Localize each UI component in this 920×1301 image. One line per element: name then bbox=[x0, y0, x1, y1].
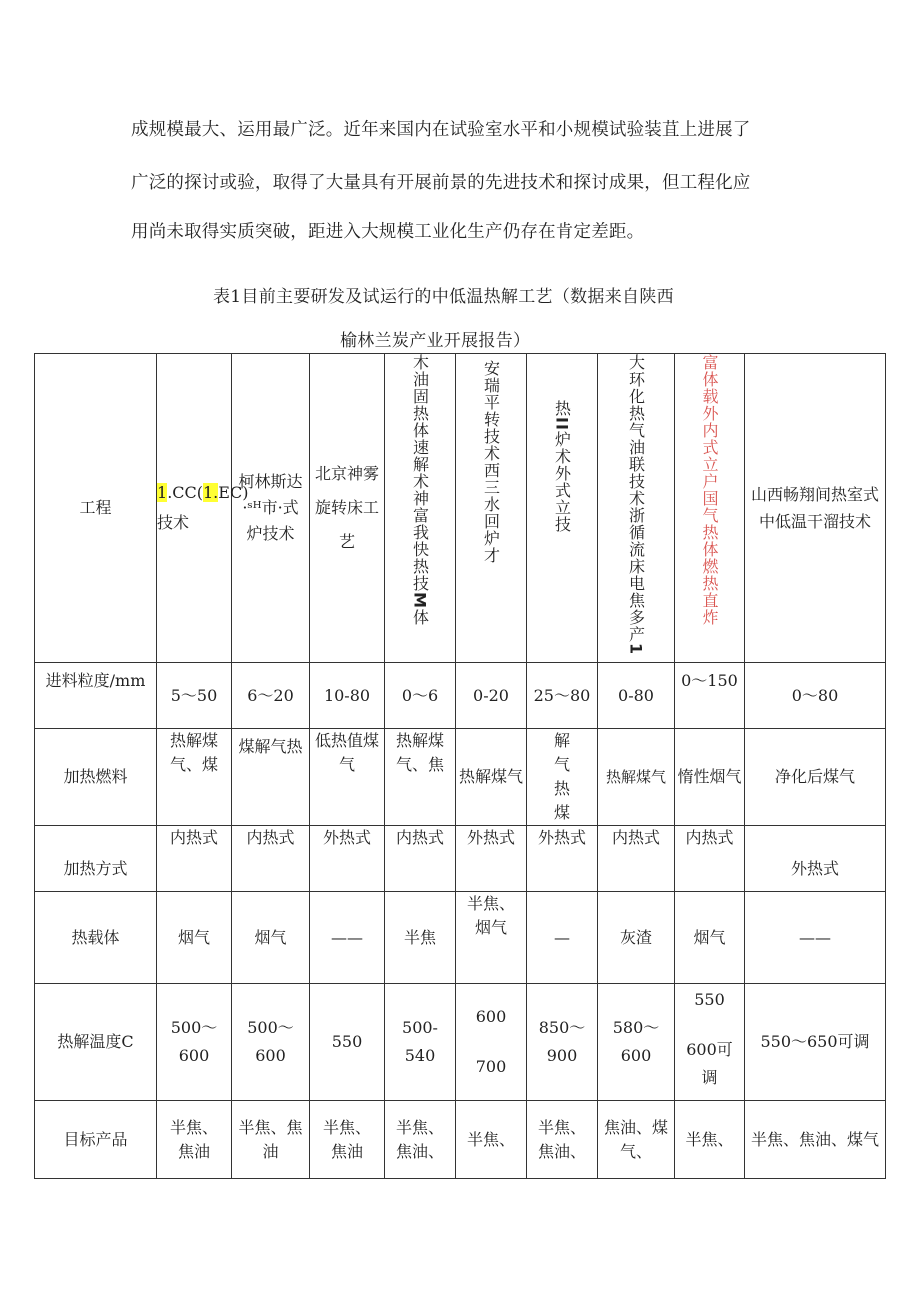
cell-value: 6～20 bbox=[232, 663, 310, 729]
header-c5-cell: 安瑞平转技术西三水回炉才 bbox=[456, 354, 527, 663]
cell-value: 灰渣 bbox=[598, 892, 675, 984]
cell-value: 500-540 bbox=[385, 984, 456, 1101]
temp-value-lower: 600可调 bbox=[686, 1040, 733, 1088]
cell-value: 烟气 bbox=[232, 892, 310, 984]
cell-value: 净化后煤气 bbox=[745, 729, 886, 826]
cell-value: 500～600 bbox=[157, 984, 232, 1101]
cell-value: 外热式 bbox=[527, 826, 598, 892]
cell-value: 烟气 bbox=[675, 892, 745, 984]
cell-value: 惰性烟气 bbox=[675, 729, 745, 826]
cell-value: 500～600 bbox=[232, 984, 310, 1101]
cell-value: 热解煤气、煤 bbox=[157, 729, 232, 826]
header-c2-cell: 柯林斯达 ·ˢᴴ市·式 炉技术 bbox=[232, 354, 310, 663]
temp-value-upper: 550 bbox=[694, 990, 725, 1010]
cell-value: 0～6 bbox=[385, 663, 456, 729]
cell-value: 半焦、焦油 bbox=[157, 1101, 232, 1179]
cell-value: 内热式 bbox=[157, 826, 232, 892]
temp-value-upper: 600 bbox=[475, 1007, 507, 1027]
cell-value bbox=[675, 984, 745, 1101]
row-label-heating-fuel: 加热燃料 bbox=[35, 729, 157, 826]
table-caption-line-1: 表1目前主要研发及试运行的中低温热解工艺（数据来自陕西 bbox=[213, 287, 674, 307]
pyrolysis-process-table bbox=[34, 353, 886, 1179]
cell-value: —— bbox=[310, 892, 385, 984]
cell-value: 热解煤气 bbox=[456, 729, 527, 826]
cell-value: 内热式 bbox=[598, 826, 675, 892]
cell-value: 外热式 bbox=[310, 826, 385, 892]
row-label-pyrolysis-temp: 热解温度C bbox=[35, 984, 157, 1101]
cell-value: 热解煤气 bbox=[598, 729, 675, 826]
cell-value: 半焦、焦油 bbox=[310, 1101, 385, 1179]
cell-value bbox=[456, 984, 527, 1101]
row-label-heat-carrier: 热载体 bbox=[35, 892, 157, 984]
table-row bbox=[35, 984, 886, 1101]
cell-value: 内热式 bbox=[385, 826, 456, 892]
cell-value: 内热式 bbox=[675, 826, 745, 892]
cell-value: 550～650可调 bbox=[745, 984, 886, 1101]
table-header-row bbox=[35, 354, 886, 663]
cell-value: 半焦、焦油、煤气 bbox=[745, 1101, 886, 1179]
header-beijing-cell: 北京神雾 旋转床工艺 bbox=[310, 354, 385, 663]
cell-value: 半焦、烟气 bbox=[456, 892, 527, 984]
header-c6-cell: 热II炉术外式立技 bbox=[527, 354, 598, 663]
cell-value: 低热值煤气 bbox=[310, 729, 385, 826]
body-text-line-3: 用尚未取得实质突破，距进入大规模工业化生产仍存在肯定差距。 bbox=[131, 222, 645, 242]
cell-value: 内热式 bbox=[232, 826, 310, 892]
header-c4-cell: 木油固热体速解术神富我快热技M体 bbox=[385, 354, 456, 663]
cell-value: — bbox=[527, 892, 598, 984]
cell-value: 10-80 bbox=[310, 663, 385, 729]
body-text-line-2: 广泛的探讨或验，取得了大量具有开展前景的先进技术和探讨成果，但工程化应 bbox=[131, 173, 751, 193]
table-row bbox=[35, 826, 886, 892]
cell-value: 半焦、焦油、 bbox=[527, 1101, 598, 1179]
cell-value: 解气热煤 bbox=[527, 729, 598, 826]
table-row bbox=[35, 892, 886, 984]
table-row bbox=[35, 1101, 886, 1179]
header-label-cell: 工程 bbox=[35, 354, 157, 663]
cell-value: 0～150 bbox=[675, 663, 745, 729]
row-label-heating-method: 加热方式 bbox=[35, 826, 157, 892]
cell-value: 热解煤气、焦 bbox=[385, 729, 456, 826]
cell-value: 外热式 bbox=[456, 826, 527, 892]
cell-value: 0～80 bbox=[745, 663, 886, 729]
header-c7-cell: 大环化热气油联技术浙循流床电焦多产1 bbox=[598, 354, 675, 663]
header-c9-cell: 山西畅翔间热室式中低温干溜技术 bbox=[745, 354, 886, 663]
cell-value: 外热式 bbox=[745, 826, 886, 892]
table-caption-line-2: 榆林兰炭产业开展报告） bbox=[340, 331, 531, 351]
cell-value: 半焦、 bbox=[456, 1101, 527, 1179]
cell-value: 焦油、煤气、 bbox=[598, 1101, 675, 1179]
cell-value: 25～80 bbox=[527, 663, 598, 729]
row-label-feed-size: 进料粒度/mm bbox=[35, 663, 157, 729]
row-label-target-products: 目标产品 bbox=[35, 1101, 157, 1179]
header-c8-cell: 富体载外内式立户国气热体燃热直炸 bbox=[675, 354, 745, 663]
cell-value: 0-80 bbox=[598, 663, 675, 729]
cell-value: 煤解气热 bbox=[232, 729, 310, 826]
cell-value: 半焦 bbox=[385, 892, 456, 984]
table-row bbox=[35, 729, 886, 826]
cell-value: 半焦、焦油 bbox=[232, 1101, 310, 1179]
body-text-line-1: 成规模最大、运用最广泛。近年来国内在试验室水平和小规模试验装苴上进展了 bbox=[131, 120, 751, 140]
cell-value: 0-20 bbox=[456, 663, 527, 729]
cell-value: 5～50 bbox=[157, 663, 232, 729]
cell-value: —— bbox=[745, 892, 886, 984]
cell-value: 烟气 bbox=[157, 892, 232, 984]
header-lcc-cell: 1.CC(1.EC)技术 bbox=[157, 354, 232, 663]
cell-value: 580～600 bbox=[598, 984, 675, 1101]
temp-value-lower: 700 bbox=[475, 1057, 507, 1077]
cell-value: 半焦、焦油、 bbox=[385, 1101, 456, 1179]
cell-value: 半焦、 bbox=[675, 1101, 745, 1179]
cell-value: 850～900 bbox=[527, 984, 598, 1101]
table-row bbox=[35, 663, 886, 729]
cell-value: 550 bbox=[310, 984, 385, 1101]
